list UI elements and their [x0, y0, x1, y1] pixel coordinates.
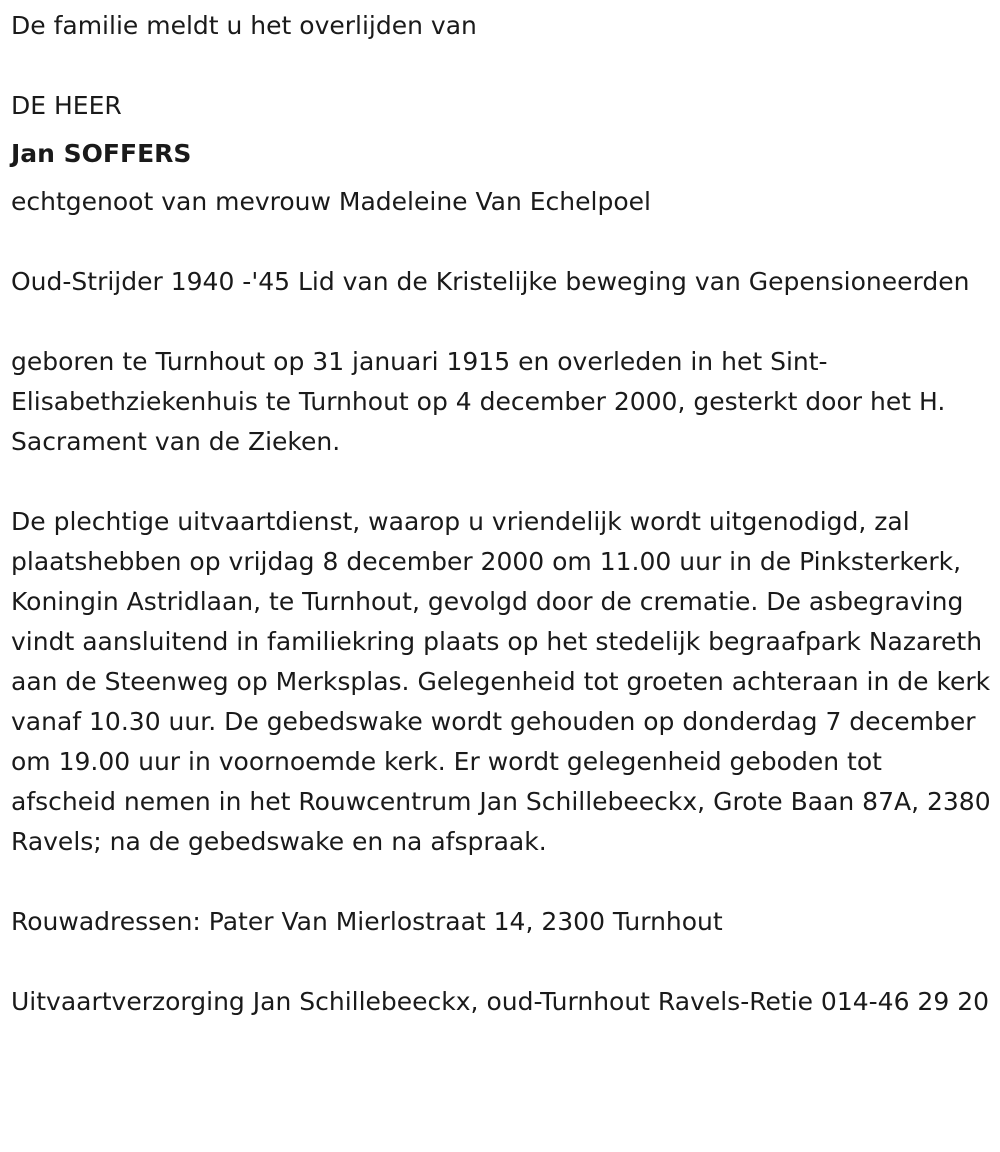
spacer [11, 942, 993, 982]
spacer [11, 862, 993, 902]
spacer [11, 302, 993, 342]
veteran-membership: Oud-Strijder 1940 -'45 Lid van de Kristelijke beweging van Gepensioneerden [11, 267, 970, 296]
spacer [11, 126, 993, 134]
spacer [11, 174, 993, 182]
funeral-director: Uitvaartverzorging Jan Schillebeeckx, oud-Turnhout Ravels-Retie 014-46 29 20 [11, 987, 990, 1016]
death-notice [11, 6, 993, 1022]
mourning-address: Rouwadressen: Pater Van Mierlostraat 14, 2300 Turnhout [11, 907, 723, 936]
intro-line: De familie meldt u het overlijden van [11, 11, 477, 40]
spacer [11, 46, 993, 86]
honorific: DE HEER [11, 91, 122, 120]
spouse-line: echtgenoot van mevrouw Madeleine Van Echelpoel [11, 187, 651, 216]
deceased-name: Jan SOFFERS [11, 139, 192, 168]
spacer [11, 222, 993, 262]
spacer [11, 462, 993, 502]
ceremony-paragraph: De plechtige uitvaartdienst, waarop u vriendelijk wordt uitgenodigd, zal plaatshebben op vrijdag 8 december 2000 om 11.00 uur in de Pinksterkerk, Koningin Astridlaan, te Turnhout, gevolgd door de crematie. De asbegraving vindt aansluitend in familiekring plaats op het stedelijk begraafpark Nazareth aan de Steenweg op Merksplas. Gelegenheid tot groeten achteraan in de kerk vanaf 10.30 uur. De gebedswake wordt gehouden op donderdag 7 december om 19.00 uur in voornoemde kerk. Er wordt gelegenheid geboden tot afscheid nemen in het Rouwcentrum Jan Schillebeeckx, Grote Baan 87A, 2380 Ravels; na de gebedswake en na afspraak. [11, 507, 991, 856]
birth-death-paragraph: geboren te Turnhout op 31 januari 1915 en overleden in het Sint-Elisabethziekenhuis te Turnhout op 4 december 2000, gesterkt door het H. Sacrament van de Zieken. [11, 347, 946, 456]
